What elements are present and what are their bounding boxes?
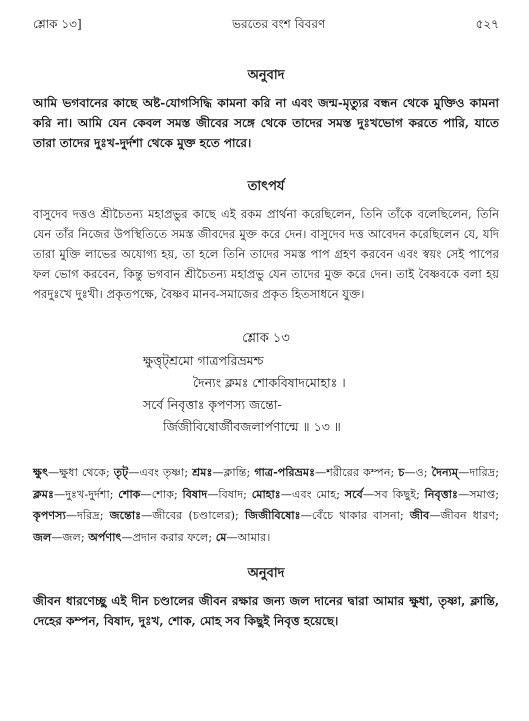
synonym-term: শ্রমঃ [192,465,213,479]
synonym-term: শোক [118,486,141,501]
synonym-meaning: দরিদ্র [77,509,100,522]
synonym-term: ক্ষুৎ [33,465,49,479]
synonym-term: দৈন্যম্ [431,465,459,479]
synonym-meaning: শোক [151,487,174,501]
synonym-meaning: বিষাদ [218,487,244,501]
verse-line: সর্বে নিবৃত্তাঃ কৃপণস্য জন্তো- [143,397,282,412]
translation-text: আমি ভগবানের কাছে অষ্ট-যোগসিদ্ধি কামনা করি না এবং জন্ম-মৃত্যুর বন্ধন থেকে মুক্তিও কামনা করি না। আমি যেন কেবল সমস্ত জীবের সঙ্গে থেকে তাদের সমস্ত দুঃখভোগ করতে পারি, যাতে তারা তাদের দুঃখ-দুর্দশা থেকে মুক্ত হতে পারে। [33,96,499,150]
synonym-term: চ [398,465,405,479]
synonym-term: কৃপণস্য [33,508,66,522]
synonym-term: জীব [409,508,430,522]
header-verse-ref: শ্লোক ১৩] [33,17,82,31]
synonym-meaning: বেঁচে থাকার বাসনা [311,509,400,522]
synonym-term: ক্লমঃ [33,486,54,501]
verse-title: শ্লোক ১৩ [242,331,290,346]
synonym-term: নিবৃত্তাঃ [424,486,458,501]
synonym-meaning: দুঃখ-দুর্দশা [65,487,110,501]
synonym-meaning: প্রদান করার ফলে [132,530,209,544]
synonym-term: জিজীবিষোঃ [244,508,301,522]
synonym-meaning: শরীরের কম্পন [326,466,391,479]
translation-text: জীবন ধারণেচ্ছু এই দীন চণ্ডালের জীবন রক্ষার জন্য জল দানের দ্বারা আমার ক্ষুধা, তৃষ্ণা, ক্লান্তি, দেহের কম্পন, বিষাদ, দুঃখ, শোক, মোহ সব কিছুই নিবৃত্ত হয়েছে। [33,594,499,628]
sanskrit-verse [33,328,499,438]
verse-line: দৈন্যং ক্লমঃ শোকবিষাদমোহাঃ । [193,375,346,390]
translation-heading: অনুবাদ [247,566,285,581]
synonym-meaning: জীবের (চণ্ডালের) [152,509,235,522]
synonym-term: জল [33,529,52,544]
synonym-term: মে [215,529,227,544]
synonym-term: জন্তোঃ [109,508,142,522]
synonym-term: মোহাঃ [251,486,281,501]
synonym-term: তৃট্ [113,465,129,479]
purport-text: বাসুদেব দত্তও শ্রীচৈতন্য মহাপ্রভুর কাছে এই রকম প্রার্থনা করেছিলেন, তিনি তাঁকে বলেছিলেন, তিনি যেন তাঁর নিজের উপস্থিতিতে সমস্ত জীবদের মুক্ত করে দেন। বাসুদেব দত্ত আবেদন করেছিলেন যে, যদি তারা মুক্তি লাভের অযোগ্য হয়, তা হলে তিনি তাদের সমস্ত পাপ গ্রহণ করবেন এবং স্বয়ং সেই পাপের ফল ভোগ করবেন, কিন্তু ভগবান শ্রীচৈতন্য মহাপ্রভু যেন তাদের মুক্ত করে দেন। তাই বৈষ্ণবকে বলা হয় পরদুঃখে দুঃখী। প্রকৃতপক্ষে, বৈষ্ণব মানব-সমাজের প্রকৃত হিতসাধনে যুক্ত। [33,207,499,301]
synonym-meaning: সমাপ্ত [469,487,496,501]
synonym-meaning: দারিদ্র [469,466,496,479]
synonym-term: গাত্র-পরিভ্রমঃ [254,465,316,479]
synonym-meaning: জল [62,530,81,544]
synonym-meaning: ক্ষুধা থেকে [59,466,106,479]
verse-line: র্জিজীবিষোর্জীবজলার্পণান্মে ॥ ১৩ ॥ [163,419,341,434]
purport-heading: তাৎপর্য [247,179,285,194]
verse-line: ক্ষুত্তৃট্শ্রমো গাত্রপরিভ্রমশ্চ [143,353,264,368]
translation-heading: অনুবাদ [247,68,285,83]
header-chapter-title: ভরতের বংশ বিবরণ [232,17,326,31]
synonym-meaning: আমার [237,530,267,544]
synonym-meaning: এবং মোহ [291,487,337,501]
synonym-meaning: সব কিছুই [374,487,417,501]
synonym-meaning: ক্লান্তি [223,466,247,479]
synonym-term: অর্পণাৎ [88,529,122,544]
synonym-term: সর্বে [344,486,363,501]
synonym-meaning: জীবন ধারণ [440,509,496,522]
page-number: ৫২৭ [475,17,499,31]
synonym-term: বিষাদ [182,486,208,501]
synonym-meaning: এবং তৃষ্ণা [139,466,185,479]
synonym-meaning: ও [415,466,424,479]
running-head [33,0,499,31]
word-for-word-synonyms: ক্ষুৎ—ক্ষুধা থেকে; তৃট্—এবং তৃষ্ণা; শ্রমঃ—ক্লান্তি; গাত্র-পরিভ্রমঃ—শরীরের কম্পন; চ—ও; দৈন্যম্—দারিদ্র; ক্লমঃ—দুঃখ-দুর্দশা; শোক—শোক; বিষাদ—বিষাদ; মোহাঃ—এবং মোহ; সর্বে—সব কিছুই; নিবৃত্তাঃ—সমাপ্ত; কৃপণস্য—দরিদ্র; জন্তোঃ—জীবের (চণ্ডালের); জিজীবিষোঃ—বেঁচে থাকার বাসনা; জীব—জীবন ধারণ; জল—জল; অর্পণাৎ—প্রদান করার ফলে; মে—আমার। [33,465,500,544]
